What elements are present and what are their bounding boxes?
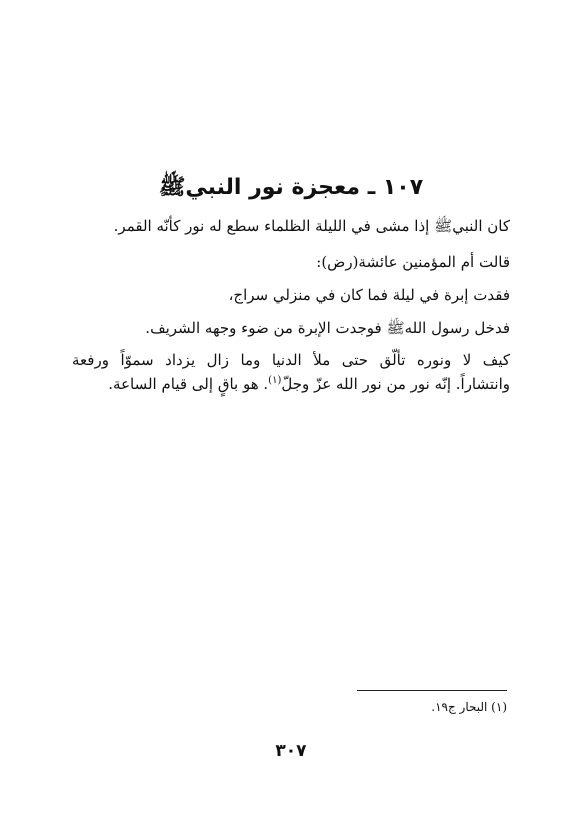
body-line-4: فدخل رسول اللهﷺ فوجدت الإبرة من ضوء وجهه الشريف.: [145, 319, 510, 337]
footnote: (١) البحار ج١٩.: [431, 700, 507, 714]
body-line-2: قالت أم المؤمنين عائشة(رض):: [316, 253, 510, 271]
body-line-6: [72, 374, 510, 394]
page-number: ٣٠٧: [275, 741, 307, 761]
body-line-1: كان النبيﷺ إذا مشى في الليلة الظلماء سطع له نور كأنّه القمر.: [113, 217, 510, 235]
section-title: ١٠٧ ـ معجزة نور النبيﷺ: [158, 175, 424, 200]
footnote-reference: (١): [268, 375, 282, 386]
body-line-6-start: وانتشاراً. إنّه نور من نور الله عزّ وجلّ: [281, 375, 510, 393]
body-line-5: كيف لا ونوره تألّق حتى ملأ الدنيا وما زال يزداد سموّاً ورفعة: [72, 351, 510, 369]
body-line-3: فقدت إبرة في ليلة فما كان في منزلي سراج،: [228, 286, 510, 304]
body-line-6-end: . هو باقٍ إلى قيام الساعة.: [108, 375, 269, 393]
footnote-divider: [357, 690, 507, 691]
